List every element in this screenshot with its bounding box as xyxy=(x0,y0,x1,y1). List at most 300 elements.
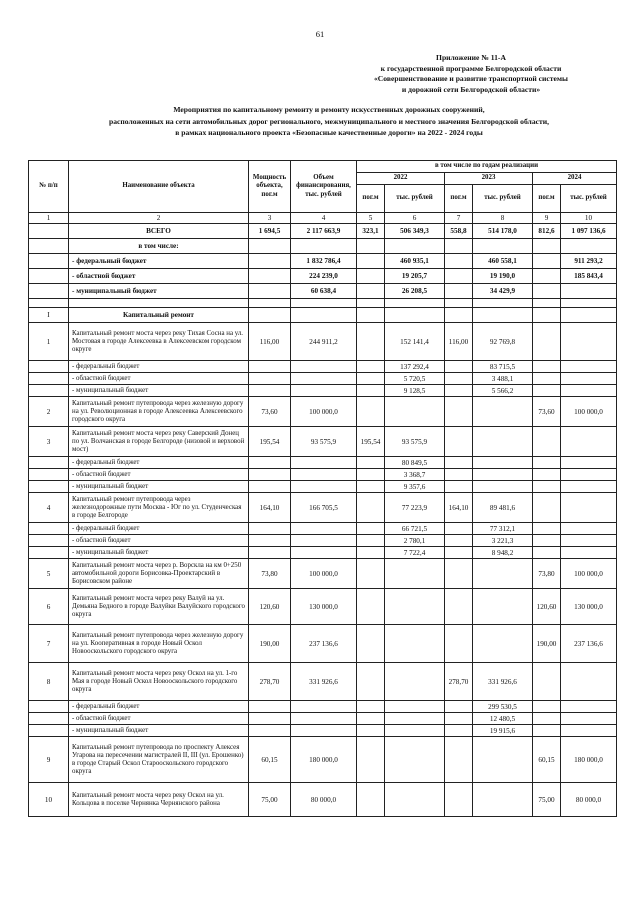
object-power xyxy=(249,725,291,737)
row-number xyxy=(29,469,69,481)
project-row xyxy=(29,493,617,523)
breakdown-power xyxy=(249,239,291,254)
breakdown-m2022 xyxy=(357,254,385,269)
breakdown-power xyxy=(249,284,291,299)
header-years: в том числе по годам реализации xyxy=(357,161,617,173)
m2024-value xyxy=(533,535,561,547)
object-name: Капитальный ремонт моста через реку Тихая Сосна на ул. Мостовая в городе Алексеевка в Алексеевском городском округе xyxy=(69,323,249,361)
m2022-value: 195,54 xyxy=(357,427,385,457)
object-funding: 237 136,6 xyxy=(291,625,357,663)
object-funding xyxy=(291,523,357,535)
row-number: 4 xyxy=(29,493,69,523)
row-number: 1 xyxy=(29,323,69,361)
object-power: 116,00 xyxy=(249,323,291,361)
section-empty-cell xyxy=(533,308,561,323)
r2022-value xyxy=(385,559,445,589)
budget-source-label: - областной бюджет xyxy=(69,535,249,547)
r2023-value xyxy=(473,397,533,427)
m2023-value xyxy=(445,701,473,713)
r2022-value: 7 722,4 xyxy=(385,547,445,559)
budget-source-label: - муниципальный бюджет xyxy=(69,481,249,493)
column-number: 3 xyxy=(249,213,291,224)
r2023-value xyxy=(473,625,533,663)
r2022-value xyxy=(385,725,445,737)
r2024-value xyxy=(561,523,617,535)
m2023-value xyxy=(445,373,473,385)
section-empty-cell xyxy=(249,308,291,323)
breakdown-r2022: 460 935,1 xyxy=(385,254,445,269)
m2022-value xyxy=(357,535,385,547)
object-power: 120,60 xyxy=(249,589,291,625)
r2023-value: 3 221,3 xyxy=(473,535,533,547)
title-line: в рамках национального проекта «Безопасные качественные дороги» на 2022 - 2024 годы xyxy=(175,128,483,137)
budget-source-label: - федеральный бюджет xyxy=(69,457,249,469)
page-number: 61 xyxy=(315,29,325,39)
budget-breakdown-row xyxy=(29,284,617,299)
budget-source-label: - муниципальный бюджет xyxy=(69,385,249,397)
r2024-value: 80 000,0 xyxy=(561,783,617,817)
breakdown-m2024 xyxy=(533,269,561,284)
breakdown-m2022 xyxy=(357,269,385,284)
r2024-value: 130 000,0 xyxy=(561,589,617,625)
r2023-value: 331 926,6 xyxy=(473,663,533,701)
r2024-value: 100 000,0 xyxy=(561,397,617,427)
budget-source-label: - федеральный бюджет xyxy=(69,523,249,535)
header-power: Мощность объекта, пог.м xyxy=(249,161,291,213)
r2022-value: 152 141,4 xyxy=(385,323,445,361)
row-number xyxy=(29,457,69,469)
row-number: 8 xyxy=(29,663,69,701)
m2023-value xyxy=(445,725,473,737)
object-funding xyxy=(291,725,357,737)
header-rub: тыс. рублей xyxy=(385,185,445,213)
m2024-value xyxy=(533,701,561,713)
object-name: Капитальный ремонт моста через р. Ворскла на км 0+250 автомобильной дороги Борисовка-Проектарский в Борисовском районе xyxy=(69,559,249,589)
budget-subrow xyxy=(29,361,617,373)
section-empty-cell xyxy=(445,308,473,323)
object-power: 75,00 xyxy=(249,783,291,817)
column-number: 2 xyxy=(69,213,249,224)
project-row xyxy=(29,663,617,701)
m2024-value xyxy=(533,373,561,385)
object-funding xyxy=(291,481,357,493)
m2024-value xyxy=(533,523,561,535)
object-power: 278,70 xyxy=(249,663,291,701)
breakdown-label: - муниципальный бюджет xyxy=(69,284,249,299)
breakdown-m2022 xyxy=(357,284,385,299)
object-power xyxy=(249,469,291,481)
spacer-cell xyxy=(561,299,617,308)
object-name: Капитальный ремонт путепровода через железную дорогу на ул. Революционная в городе Алексеевка Алексеевского городского округа xyxy=(69,397,249,427)
section-empty-cell xyxy=(385,308,445,323)
r2023-value xyxy=(473,481,533,493)
project-row xyxy=(29,783,617,817)
budget-breakdown-row xyxy=(29,239,617,254)
header-year-2024: 2024 xyxy=(533,173,617,185)
m2024-value: 75,00 xyxy=(533,783,561,817)
row-number xyxy=(29,547,69,559)
r2022-value xyxy=(385,701,445,713)
object-funding xyxy=(291,361,357,373)
object-power xyxy=(249,547,291,559)
breakdown-r2024 xyxy=(561,284,617,299)
r2023-value: 83 715,5 xyxy=(473,361,533,373)
r2023-value: 299 530,5 xyxy=(473,701,533,713)
m2022-value xyxy=(357,493,385,523)
totals-r2023: 514 178,0 xyxy=(473,224,533,239)
breakdown-num xyxy=(29,284,69,299)
breakdown-m2024 xyxy=(533,284,561,299)
m2024-value xyxy=(533,493,561,523)
m2024-value: 60,15 xyxy=(533,737,561,783)
r2022-value: 2 780,1 xyxy=(385,535,445,547)
r2024-value xyxy=(561,547,617,559)
object-funding xyxy=(291,385,357,397)
breakdown-r2024: 911 293,2 xyxy=(561,254,617,269)
appendix-line: «Совершенствование и развитие транспортной системы xyxy=(374,74,568,83)
r2024-value xyxy=(561,457,617,469)
m2023-value xyxy=(445,481,473,493)
r2024-value xyxy=(561,427,617,457)
r2023-value xyxy=(473,559,533,589)
breakdown-m2024 xyxy=(533,239,561,254)
row-number: 5 xyxy=(29,559,69,589)
section-empty-cell xyxy=(357,308,385,323)
object-name: Капитальный ремонт моста через реку Саверский Донец по ул. Волчанская в городе Белгороде (низовой и верховой мост) xyxy=(69,427,249,457)
breakdown-funding: 224 239,0 xyxy=(291,269,357,284)
header-year-2023: 2023 xyxy=(445,173,533,185)
row-number xyxy=(29,535,69,547)
budget-subrow xyxy=(29,373,617,385)
r2022-value: 5 720,5 xyxy=(385,373,445,385)
r2024-value xyxy=(561,373,617,385)
spacer-cell xyxy=(385,299,445,308)
object-name: Капитальный ремонт путепровода по проспекту Алексея Угарова на пересечении магистралей II, III (ул. Ерошенко) в городе Старый Оскол Старооскольского городского округа xyxy=(69,737,249,783)
budget-subrow xyxy=(29,725,617,737)
row-number xyxy=(29,523,69,535)
m2022-value xyxy=(357,547,385,559)
budget-source-label: - федеральный бюджет xyxy=(69,701,249,713)
r2024-value xyxy=(561,725,617,737)
row-number: 3 xyxy=(29,427,69,457)
r2024-value xyxy=(561,361,617,373)
m2024-value xyxy=(533,427,561,457)
column-number: 9 xyxy=(533,213,561,224)
object-funding xyxy=(291,373,357,385)
object-name: Капитальный ремонт путепровода через железную дорогу на ул. Кооперативная в городе Новый Оскол Новооскольского городского округа xyxy=(69,625,249,663)
spacer-cell xyxy=(249,299,291,308)
r2022-value: 66 721,5 xyxy=(385,523,445,535)
m2022-value xyxy=(357,323,385,361)
header-rub: тыс. рублей xyxy=(473,185,533,213)
m2024-value xyxy=(533,385,561,397)
m2023-value xyxy=(445,783,473,817)
breakdown-num xyxy=(29,239,69,254)
r2022-value xyxy=(385,663,445,701)
r2022-value: 93 575,9 xyxy=(385,427,445,457)
r2023-value xyxy=(473,589,533,625)
object-funding: 100 000,0 xyxy=(291,559,357,589)
budget-breakdown-row xyxy=(29,269,617,284)
m2023-value: 116,00 xyxy=(445,323,473,361)
totals-m2022: 323,1 xyxy=(357,224,385,239)
m2022-value xyxy=(357,373,385,385)
breakdown-r2024 xyxy=(561,239,617,254)
row-number xyxy=(29,373,69,385)
object-power: 190,00 xyxy=(249,625,291,663)
spacer-cell xyxy=(473,299,533,308)
r2024-value: 237 136,6 xyxy=(561,625,617,663)
budget-subrow xyxy=(29,457,617,469)
object-power: 60,15 xyxy=(249,737,291,783)
m2022-value xyxy=(357,559,385,589)
budget-subrow xyxy=(29,701,617,713)
r2023-value: 3 488,1 xyxy=(473,373,533,385)
r2023-value: 12 480,5 xyxy=(473,713,533,725)
spacer-cell xyxy=(291,299,357,308)
column-number: 4 xyxy=(291,213,357,224)
object-power xyxy=(249,457,291,469)
r2022-value xyxy=(385,589,445,625)
section-number: I xyxy=(29,308,69,323)
r2024-value xyxy=(561,385,617,397)
breakdown-funding xyxy=(291,239,357,254)
r2024-value xyxy=(561,481,617,493)
m2023-value xyxy=(445,361,473,373)
row-number xyxy=(29,701,69,713)
projects-table xyxy=(28,160,617,817)
budget-breakdown-row xyxy=(29,254,617,269)
r2024-value xyxy=(561,469,617,481)
section-label: Капитальный ремонт xyxy=(69,308,249,323)
column-number: 7 xyxy=(445,213,473,224)
m2023-value xyxy=(445,469,473,481)
budget-subrow xyxy=(29,469,617,481)
r2024-value: 180 000,0 xyxy=(561,737,617,783)
breakdown-num xyxy=(29,254,69,269)
budget-subrow xyxy=(29,385,617,397)
section-empty-cell xyxy=(561,308,617,323)
row-number: 9 xyxy=(29,737,69,783)
object-power xyxy=(249,701,291,713)
header-pogm: пог.м xyxy=(445,185,473,213)
project-row xyxy=(29,397,617,427)
project-row xyxy=(29,625,617,663)
appendix-line: к государственной программе Белгородской области xyxy=(380,63,562,73)
budget-source-label: - федеральный бюджет xyxy=(69,361,249,373)
object-name: Капитальный ремонт путепровода через железнодорожные пути Москва - Юг по ул. Студенческая в городе Белгороде xyxy=(69,493,249,523)
row-number xyxy=(29,725,69,737)
breakdown-m2023 xyxy=(445,269,473,284)
object-power xyxy=(249,523,291,535)
r2022-value xyxy=(385,713,445,725)
r2022-value: 80 849,5 xyxy=(385,457,445,469)
spacer-cell xyxy=(445,299,473,308)
totals-funding: 2 117 663,9 xyxy=(291,224,357,239)
object-funding: 130 000,0 xyxy=(291,589,357,625)
breakdown-funding: 60 638,4 xyxy=(291,284,357,299)
appendix-line: Приложение № 11-А xyxy=(436,53,506,62)
object-power: 195,54 xyxy=(249,427,291,457)
m2023-value xyxy=(445,385,473,397)
m2024-value xyxy=(533,469,561,481)
row-number xyxy=(29,385,69,397)
breakdown-label: - федеральный бюджет xyxy=(69,254,249,269)
r2022-value: 3 368,7 xyxy=(385,469,445,481)
m2022-value xyxy=(357,397,385,427)
object-funding xyxy=(291,457,357,469)
m2024-value xyxy=(533,547,561,559)
row-number xyxy=(29,713,69,725)
title-line: расположенных на сети автомобильных дорог регионального, межмуниципального и местного значения Белгородской области, xyxy=(109,116,549,126)
m2022-value xyxy=(357,385,385,397)
m2022-value xyxy=(357,725,385,737)
object-funding: 180 000,0 xyxy=(291,737,357,783)
m2023-value xyxy=(445,589,473,625)
object-funding: 244 911,2 xyxy=(291,323,357,361)
totals-m2024: 812,6 xyxy=(533,224,561,239)
m2024-value: 73,60 xyxy=(533,397,561,427)
m2023-value xyxy=(445,427,473,457)
totals-row xyxy=(29,224,617,239)
m2022-value xyxy=(357,663,385,701)
m2022-value xyxy=(357,701,385,713)
row-number: 2 xyxy=(29,397,69,427)
r2022-value xyxy=(385,783,445,817)
object-funding: 166 705,5 xyxy=(291,493,357,523)
m2024-value: 73,80 xyxy=(533,559,561,589)
breakdown-r2022: 19 205,7 xyxy=(385,269,445,284)
breakdown-m2024 xyxy=(533,254,561,269)
m2024-value xyxy=(533,457,561,469)
breakdown-funding: 1 832 786,4 xyxy=(291,254,357,269)
m2024-value xyxy=(533,663,561,701)
breakdown-m2023 xyxy=(445,254,473,269)
row-number: 6 xyxy=(29,589,69,625)
header-year-2022: 2022 xyxy=(357,173,445,185)
m2024-value xyxy=(533,361,561,373)
r2022-value: 77 223,9 xyxy=(385,493,445,523)
breakdown-m2022 xyxy=(357,239,385,254)
breakdown-r2023: 34 429,9 xyxy=(473,284,533,299)
r2022-value xyxy=(385,625,445,663)
project-row xyxy=(29,427,617,457)
m2023-value xyxy=(445,713,473,725)
m2022-value xyxy=(357,737,385,783)
object-name: Капитальный ремонт моста через реку Оскол на ул. Кольцова в поселке Чернянка Чернянского района xyxy=(69,783,249,817)
header-funding: Объем финансирования, тыс. рублей xyxy=(291,161,357,213)
object-funding: 100 000,0 xyxy=(291,397,357,427)
m2022-value xyxy=(357,361,385,373)
object-power: 73,60 xyxy=(249,397,291,427)
project-row xyxy=(29,589,617,625)
r2022-value xyxy=(385,737,445,783)
header-num: № п/п xyxy=(29,161,69,213)
totals-m2023: 558,8 xyxy=(445,224,473,239)
totals-power: 1 694,5 xyxy=(249,224,291,239)
r2023-value xyxy=(473,737,533,783)
r2024-value xyxy=(561,713,617,725)
spacer-cell xyxy=(533,299,561,308)
spacer-cell xyxy=(357,299,385,308)
object-power xyxy=(249,361,291,373)
spacer-row xyxy=(29,299,617,308)
object-funding xyxy=(291,701,357,713)
m2024-value xyxy=(533,323,561,361)
header-name: Наименование объекта xyxy=(69,161,249,213)
breakdown-power xyxy=(249,269,291,284)
m2023-value xyxy=(445,547,473,559)
m2023-value: 278,70 xyxy=(445,663,473,701)
r2023-value: 19 915,6 xyxy=(473,725,533,737)
totals-label: ВСЕГО xyxy=(69,224,249,239)
r2022-value xyxy=(385,397,445,427)
column-number: 10 xyxy=(561,213,617,224)
column-number: 1 xyxy=(29,213,69,224)
breakdown-power xyxy=(249,254,291,269)
object-power xyxy=(249,385,291,397)
r2024-value xyxy=(561,663,617,701)
r2023-value: 8 948,2 xyxy=(473,547,533,559)
r2023-value: 92 769,8 xyxy=(473,323,533,361)
budget-subrow xyxy=(29,547,617,559)
project-row xyxy=(29,559,617,589)
r2024-value xyxy=(561,535,617,547)
m2022-value xyxy=(357,469,385,481)
r2023-value xyxy=(473,783,533,817)
object-funding xyxy=(291,713,357,725)
object-funding xyxy=(291,547,357,559)
breakdown-m2023 xyxy=(445,284,473,299)
object-power xyxy=(249,713,291,725)
budget-subrow xyxy=(29,535,617,547)
r2023-value: 89 481,6 xyxy=(473,493,533,523)
r2023-value xyxy=(473,469,533,481)
object-power xyxy=(249,373,291,385)
m2024-value: 120,60 xyxy=(533,589,561,625)
r2023-value: 77 312,1 xyxy=(473,523,533,535)
r2024-value xyxy=(561,701,617,713)
totals-r2024: 1 097 136,6 xyxy=(561,224,617,239)
breakdown-label: в том числе: xyxy=(69,239,249,254)
row-number: 10 xyxy=(29,783,69,817)
r2022-value: 137 292,4 xyxy=(385,361,445,373)
r2024-value xyxy=(561,323,617,361)
row-number xyxy=(29,361,69,373)
object-funding: 331 926,6 xyxy=(291,663,357,701)
object-power: 164,10 xyxy=(249,493,291,523)
section-row xyxy=(29,308,617,323)
totals-num xyxy=(29,224,69,239)
r2023-value: 5 566,2 xyxy=(473,385,533,397)
m2024-value: 190,00 xyxy=(533,625,561,663)
object-name: Капитальный ремонт моста через реку Оскол на ул. 1-го Мая в городе Новый Оскол Новооскольского городского округа xyxy=(69,663,249,701)
object-power xyxy=(249,481,291,493)
header-pogm: пог.м xyxy=(357,185,385,213)
m2024-value xyxy=(533,713,561,725)
budget-source-label: - муниципальный бюджет xyxy=(69,725,249,737)
object-funding xyxy=(291,469,357,481)
project-row xyxy=(29,737,617,783)
m2022-value xyxy=(357,589,385,625)
m2023-value xyxy=(445,457,473,469)
section-empty-cell xyxy=(473,308,533,323)
m2022-value xyxy=(357,783,385,817)
header-pogm: пог.м xyxy=(533,185,561,213)
spacer-cell xyxy=(29,299,69,308)
object-power xyxy=(249,535,291,547)
breakdown-r2023: 19 190,0 xyxy=(473,269,533,284)
